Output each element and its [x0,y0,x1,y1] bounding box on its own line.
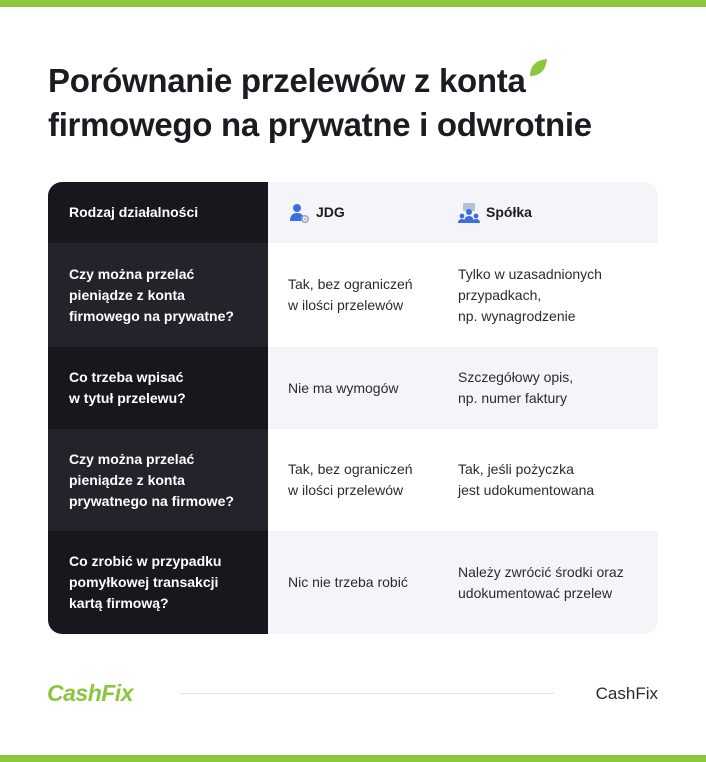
logo-part-fix: Fix [101,680,133,706]
bottom-accent-bar [0,755,706,762]
header-jdg [268,182,438,243]
row-jdg-answer: Tak, bez ograniczeń w ilości przelewów [268,429,438,531]
header-activity-type: Rodzaj działalności [48,182,268,243]
title-line-1: Porównanie przelewów z konta [48,62,526,99]
leaf-icon [528,58,548,78]
row-question: Co trzeba wpisać w tytuł przelewu? [48,347,268,429]
row-jdg-answer: Nic nie trzeba robić [268,531,438,634]
row-jdg-answer: Nie ma wymogów [268,347,438,429]
header-spolka [438,182,658,243]
table-row [48,243,658,347]
row-spolka-answer: Tylko w uzasadnionych przypadkach, np. wynagrodzenie [438,243,658,347]
footer-divider [180,693,554,694]
row-jdg-answer: Tak, bez ograniczeń w ilości przelewów [268,243,438,347]
table-row [48,531,658,634]
table-row [48,347,658,429]
group-company-icon [458,202,480,224]
footer-brand: CashFix [595,684,658,703]
row-question: Co zrobić w przypadku pomyłkowej transakcji kartą firmową? [48,531,268,634]
row-question: Czy można przelać pieniądze z konta firmowego na prywatne? [48,243,268,347]
row-spolka-answer: Szczegółowy opis, np. numer faktury [438,347,658,429]
top-accent-bar [0,0,706,7]
table-header-row [48,182,658,243]
comparison-table [48,182,658,634]
header-jdg-label: JDG [316,204,345,220]
row-question: Czy można przelać pieniądze z konta prywatnego na firmowe? [48,429,268,531]
row-spolka-answer: Należy zwrócić środki oraz udokumentować przelew [438,531,658,634]
row-spolka-answer: Tak, jeśli pożyczka jest udokumentowana [438,429,658,531]
person-gear-icon [288,202,310,224]
header-spolka-label: Spółka [486,204,532,220]
logo-part-cash: Cash [47,680,102,706]
title-line-2: firmowego na prywatne i odwrotnie [48,106,592,143]
page-title [48,58,668,147]
cashfix-logo [47,680,133,707]
table-row [48,429,658,531]
